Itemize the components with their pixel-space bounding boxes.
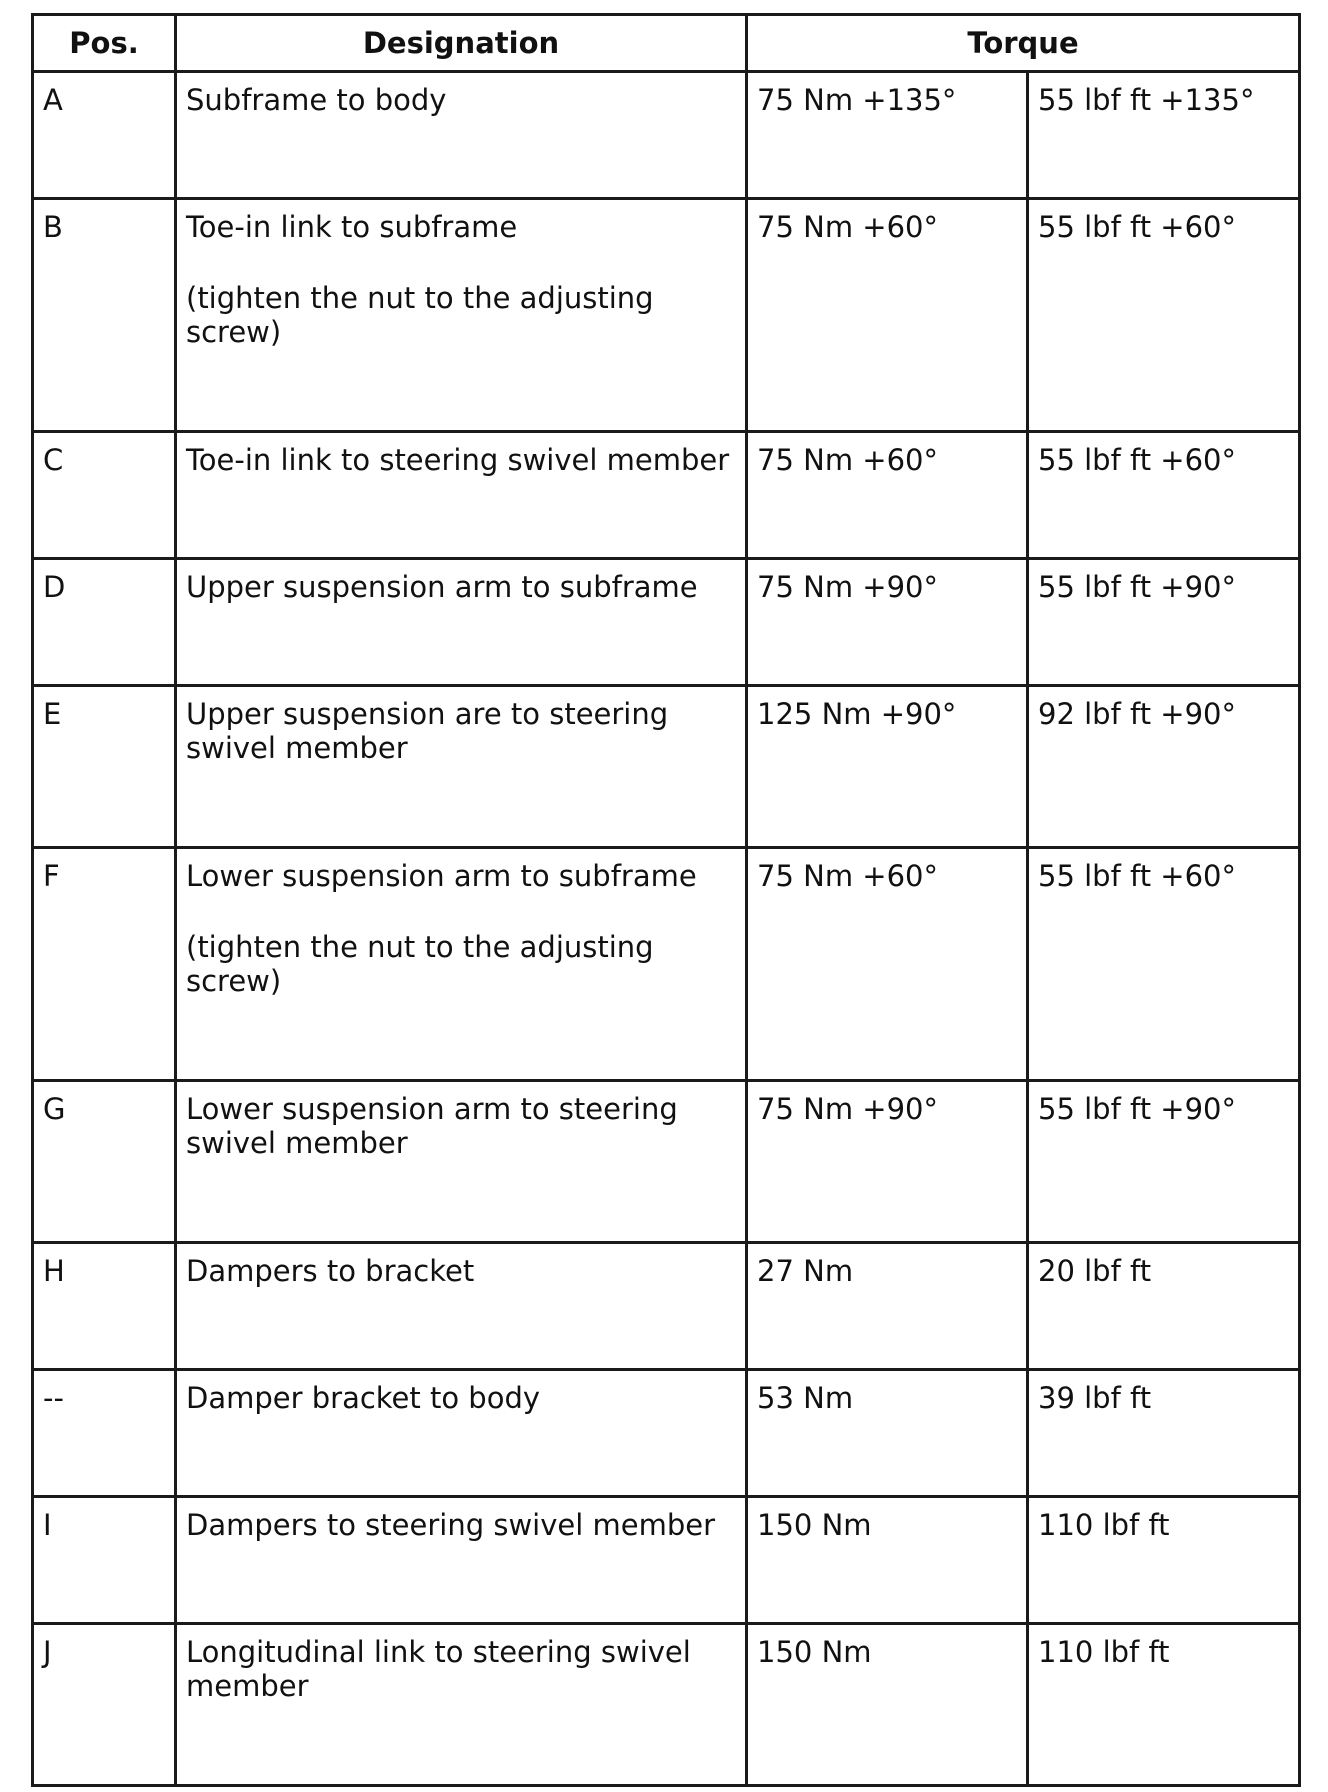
cell-torque-lbf: 20 lbf ft — [1028, 1243, 1300, 1370]
cell-torque-nm: 75 Nm +135° — [747, 72, 1028, 199]
cell-torque-nm: 75 Nm +90° — [747, 559, 1028, 686]
header-designation: Designation — [176, 15, 747, 72]
cell-torque-lbf: 92 lbf ft +90° — [1028, 686, 1300, 848]
cell-torque-lbf: 55 lbf ft +60° — [1028, 848, 1300, 1081]
cell-torque-lbf: 55 lbf ft +60° — [1028, 199, 1300, 432]
designation-text: Longitudinal link to steering swivel member — [186, 1635, 701, 1703]
cell-pos: I — [33, 1497, 176, 1624]
cell-designation — [176, 559, 747, 686]
cell-designation — [176, 432, 747, 559]
cell-pos: H — [33, 1243, 176, 1370]
designation-text: Toe-in link to subframe — [186, 210, 518, 244]
cell-pos: B — [33, 199, 176, 432]
cell-designation — [176, 1081, 747, 1243]
designation-text: Lower suspension arm to subframe — [186, 859, 697, 893]
cell-torque-nm: 27 Nm — [747, 1243, 1028, 1370]
cell-torque-nm: 75 Nm +60° — [747, 848, 1028, 1081]
designation-text: Upper suspension are to steering swivel member — [186, 697, 678, 765]
cell-torque-lbf: 55 lbf ft +135° — [1028, 72, 1300, 199]
cell-pos: -- — [33, 1370, 176, 1497]
cell-torque-nm: 53 Nm — [747, 1370, 1028, 1497]
cell-torque-lbf: 55 lbf ft +60° — [1028, 432, 1300, 559]
cell-torque-nm: 125 Nm +90° — [747, 686, 1028, 848]
cell-torque-lbf: 55 lbf ft +90° — [1028, 559, 1300, 686]
header-torque: Torque — [747, 15, 1300, 72]
cell-torque-lbf: 39 lbf ft — [1028, 1370, 1300, 1497]
table-row — [33, 848, 1300, 1081]
table-row — [33, 686, 1300, 848]
cell-designation — [176, 1497, 747, 1624]
cell-pos: D — [33, 559, 176, 686]
cell-designation — [176, 1370, 747, 1497]
header-pos: Pos. — [33, 15, 176, 72]
designation-text: Damper bracket to body — [186, 1381, 541, 1415]
cell-pos: C — [33, 432, 176, 559]
cell-torque-lbf: 110 lbf ft — [1028, 1624, 1300, 1786]
designation-text: Upper suspension arm to subframe — [186, 570, 698, 604]
torque-specification-table — [31, 13, 1301, 1787]
cell-designation — [176, 1243, 747, 1370]
table-row — [33, 1624, 1300, 1786]
cell-torque-nm: 150 Nm — [747, 1624, 1028, 1786]
table-row — [33, 1243, 1300, 1370]
cell-pos: G — [33, 1081, 176, 1243]
table-row — [33, 1497, 1300, 1624]
header-row — [33, 15, 1300, 72]
cell-designation — [176, 72, 747, 199]
table-row — [33, 1081, 1300, 1243]
designation-text: Subframe to body — [186, 83, 447, 117]
cell-designation — [176, 686, 747, 848]
table-row — [33, 559, 1300, 686]
cell-torque-nm: 150 Nm — [747, 1497, 1028, 1624]
cell-designation — [176, 199, 747, 432]
table-row — [33, 432, 1300, 559]
cell-torque-nm: 75 Nm +90° — [747, 1081, 1028, 1243]
designation-text: Toe-in link to steering swivel member — [186, 443, 730, 477]
cell-torque-lbf: 110 lbf ft — [1028, 1497, 1300, 1624]
cell-pos: F — [33, 848, 176, 1081]
designation-text: Lower suspension arm to steering swivel member — [186, 1092, 687, 1160]
cell-pos: A — [33, 72, 176, 199]
cell-designation — [176, 848, 747, 1081]
cell-torque-nm: 75 Nm +60° — [747, 199, 1028, 432]
designation-text: Dampers to steering swivel member — [186, 1508, 716, 1542]
table-row — [33, 1370, 1300, 1497]
cell-designation — [176, 1624, 747, 1786]
table-row — [33, 199, 1300, 432]
cell-pos: E — [33, 686, 176, 848]
cell-pos: J — [33, 1624, 176, 1786]
designation-note: (tighten the nut to the adjusting screw) — [186, 281, 663, 349]
cell-torque-nm: 75 Nm +60° — [747, 432, 1028, 559]
designation-text: Dampers to bracket — [186, 1254, 475, 1288]
designation-note: (tighten the nut to the adjusting screw) — [186, 930, 663, 998]
table-row — [33, 72, 1300, 199]
cell-torque-lbf: 55 lbf ft +90° — [1028, 1081, 1300, 1243]
